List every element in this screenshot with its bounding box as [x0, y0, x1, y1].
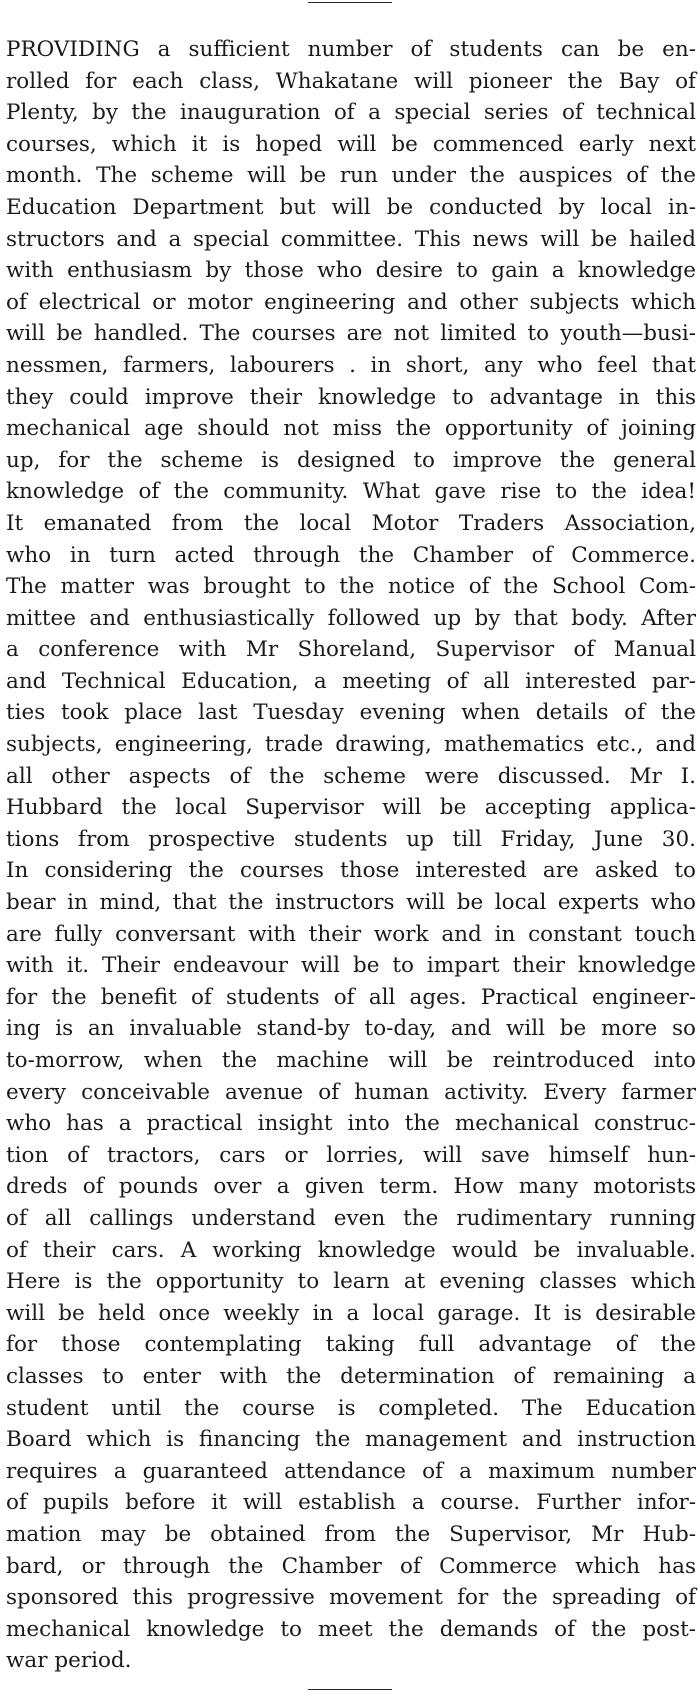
bottom-divider-rule: [308, 1689, 392, 1690]
article-line: of all callings understand even the rudimentary running: [6, 1205, 696, 1231]
article-line: for the benefit of students of all ages. Practical engineer-: [6, 984, 696, 1010]
article-line: dreds of pounds over a given term. How many motorists: [6, 1174, 696, 1200]
article-line: The matter was brought to the notice of the School Com-: [6, 574, 696, 600]
article-line: of pupils before it will establish a course. Further infor-: [6, 1490, 696, 1516]
article-line: nessmen, farmers, labourers . in short, any who feel that: [6, 352, 696, 378]
article-line: a conference with Mr Shoreland, Supervisor of Manual: [6, 637, 696, 663]
article-body: [6, 34, 696, 1677]
article-line: mechanical age should not miss the opportunity of joining: [6, 416, 696, 442]
article-line: Board which is financing the management and instruction: [6, 1427, 696, 1453]
article-line: student until the course is completed. The Education: [6, 1395, 696, 1421]
article-line: tion of tractors, cars or lorries, will save himself hun-: [6, 1142, 696, 1168]
article-line: will be held once weekly in a local garage. It is desirable: [6, 1300, 696, 1326]
article-line: all other aspects of the scheme were discussed. Mr I.: [6, 763, 696, 789]
article-line: will be handled. The courses are not limited to youth—busi-: [6, 321, 696, 347]
article-line: of their cars. A working knowledge would be invaluable.: [6, 1237, 696, 1263]
article-line: every conceivable avenue of human activity. Every farmer: [6, 1079, 696, 1105]
article-line: to-morrow, when the machine will be reintroduced into: [6, 1048, 696, 1073]
article-line: knowledge of the community. What gave rise to the idea!: [6, 479, 696, 505]
article-line: bear in mind, that the instructors will be local experts who: [6, 890, 696, 916]
article-line: of electrical or motor engineering and other subjects which: [6, 289, 696, 315]
article-line: Here is the opportunity to learn at evening classes which: [6, 1269, 696, 1295]
article-line: courses, which it is hoped will be commenced early next: [6, 131, 696, 157]
article-line: Hubbard the local Supervisor will be accepting applica-: [6, 795, 696, 821]
top-divider-rule: [308, 2, 392, 3]
article-line: It emanated from the local Motor Traders Association,: [6, 510, 696, 536]
article-line: with it. Their endeavour will be to impart their knowledge: [6, 953, 696, 979]
article-line: subjects, engineering, trade drawing, mathematics etc., and: [6, 732, 696, 758]
article-line: sponsored this progressive movement for the spreading of: [6, 1585, 696, 1611]
article-line: Plenty, by the inauguration of a special series of technical: [6, 100, 696, 126]
article-line: are fully conversant with their work and in constant touch: [6, 921, 696, 947]
article-line: rolled for each class, Whakatane will pioneer the Bay of: [6, 68, 696, 94]
article-line: war period.: [6, 1648, 132, 1674]
article-line: up, for the scheme is designed to improve the general: [6, 447, 696, 473]
article-line: tions from prospective students up till Friday, June 30.: [6, 826, 696, 852]
article-line: mation may be obtained from the Supervisor, Mr Hub-: [6, 1521, 696, 1547]
article-line: and Technical Education, a meeting of all interested par-: [6, 668, 696, 694]
article-line: with enthusiasm by those who desire to gain a knowledge: [6, 258, 696, 284]
article-line: Education Department but will be conducted by local in-: [6, 194, 696, 220]
article-line: structors and a special committee. This news will be hailed: [6, 226, 696, 252]
article-line: requires a guaranteed attendance of a maximum number: [6, 1458, 696, 1484]
article-line: PROVIDING a sufficient number of students can be en-: [6, 37, 696, 62]
article-line: month. The scheme will be run under the auspices of the: [6, 163, 696, 189]
article-line: who in turn acted through the Chamber of Commerce.: [6, 542, 696, 568]
article-line: classes to enter with the determination of remaining a: [6, 1363, 696, 1389]
article-line: bard, or through the Chamber of Commerce which has: [6, 1553, 696, 1579]
article-line: for those contemplating taking full advantage of the: [6, 1332, 696, 1358]
article-line: ties took place last Tuesday evening when details of the: [6, 700, 696, 726]
article-line: In considering the courses those interested are asked to: [6, 858, 696, 884]
article-line: ing is an invaluable stand-by to-day, and will be more so: [6, 1016, 696, 1042]
article-line: who has a practical insight into the mechanical construc-: [6, 1111, 696, 1137]
article-line: mechanical knowledge to meet the demands of the post-: [6, 1616, 696, 1642]
article-line: they could improve their knowledge to advantage in this: [6, 384, 696, 410]
article-line: mittee and enthusiastically followed up by that body. After: [6, 605, 696, 631]
